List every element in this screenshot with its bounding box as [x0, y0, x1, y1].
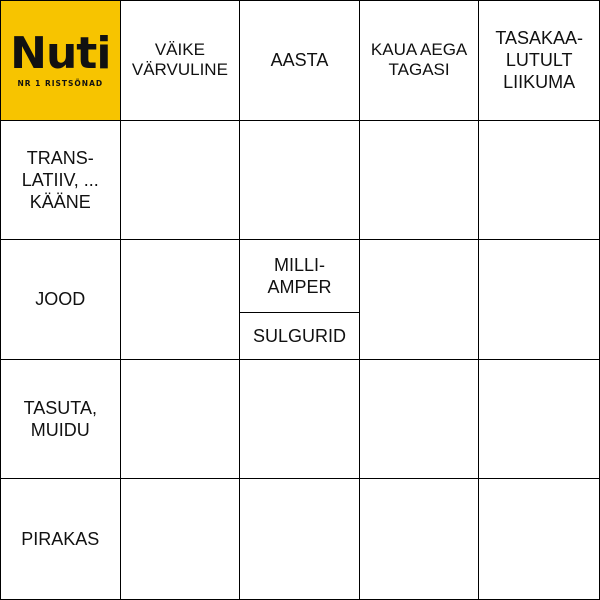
clue-tasuta-muidu: TASUTA, MUIDU — [1, 360, 121, 480]
split-clue-cell — [240, 240, 360, 360]
answer-cell[interactable] — [121, 360, 241, 480]
clue-tasakaalutult-liikuma: TASAKAA- LUTULT LIIKUMA — [479, 1, 599, 121]
clue-kaua-aega-tagasi: KAUA AEGA TAGASI — [360, 1, 480, 121]
answer-cell[interactable] — [360, 240, 480, 360]
answer-cell[interactable] — [479, 360, 599, 480]
nuti-logo — [1, 1, 121, 121]
clue-vaike-varvuline: VÄIKE VÄRVULINE — [121, 1, 241, 121]
answer-cell[interactable] — [360, 121, 480, 241]
clue-translatiiv-kaane: TRANS- LATIIV, ... KÄÄNE — [1, 121, 121, 241]
clue-sulgurid: SULGURID — [252, 325, 346, 346]
clue-jood: JOOD — [1, 240, 121, 360]
answer-cell[interactable] — [479, 479, 599, 599]
answer-cell[interactable] — [479, 240, 599, 360]
clue-pirakas: PIRAKAS — [1, 479, 121, 599]
answer-cell[interactable] — [240, 121, 360, 241]
answer-cell[interactable] — [240, 479, 360, 599]
logo-wordmark: Nuti — [10, 28, 111, 80]
clue-milliamper: MILLI- AMPER — [240, 240, 359, 313]
answer-cell[interactable] — [121, 240, 241, 360]
logo-tagline: NR 1 RISTSÕNAD — [17, 79, 104, 89]
answer-cell[interactable] — [360, 479, 480, 599]
answer-cell[interactable] — [479, 121, 599, 241]
clue-aasta: AASTA — [240, 1, 360, 121]
answer-cell[interactable] — [121, 479, 241, 599]
answer-cell[interactable] — [360, 360, 480, 480]
answer-cell[interactable] — [121, 121, 241, 241]
answer-cell[interactable] — [240, 360, 360, 480]
